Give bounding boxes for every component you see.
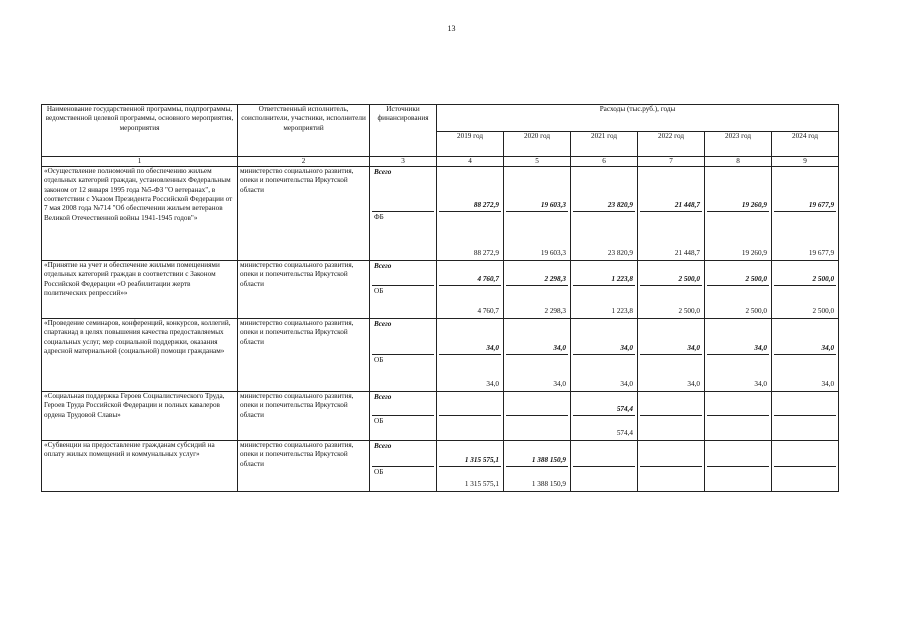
total-value: 34,0 bbox=[439, 319, 501, 355]
budget-value: 19 260,9 bbox=[741, 248, 767, 257]
total-value bbox=[439, 392, 501, 416]
budget-value bbox=[707, 416, 769, 439]
funding-source-cell bbox=[370, 167, 437, 261]
budget-value: 1 223,8 bbox=[611, 306, 633, 315]
header-year: 2021 год bbox=[571, 132, 638, 157]
total-value bbox=[640, 392, 702, 416]
budget-value bbox=[774, 467, 836, 490]
year-value-cell bbox=[638, 319, 705, 392]
budget-value: 34,0 bbox=[821, 379, 835, 388]
measure-name: «Осуществление полномочий по обеспечению жильем отдельных категорий граждан, установленных Федеральным законом от 12 января 1995 года №5-ФЗ "О ветеранах", в соответствии с Указом Президента Российской Федерации от 7 мая 2008 года №714 "Об обеспечении жильем ветеранов Великой Отечественной войны 1941-1945 годов"» bbox=[42, 167, 238, 261]
source-budget-label: ОБ bbox=[374, 468, 384, 476]
total-value: 19 603,3 bbox=[506, 167, 568, 212]
year-value-cell bbox=[705, 167, 772, 261]
total-value: 1 315 575,1 bbox=[439, 441, 501, 467]
budget-value: 2 500,0 bbox=[745, 306, 767, 315]
source-total-label: Всего bbox=[372, 319, 434, 355]
year-value-cell bbox=[772, 441, 839, 492]
header-year: 2022 год bbox=[638, 132, 705, 157]
year-value-cell bbox=[571, 319, 638, 392]
budget-value: 34,0 bbox=[754, 379, 767, 388]
total-value: 2 500,0 bbox=[707, 261, 769, 286]
total-value bbox=[640, 441, 702, 467]
column-number: 4 bbox=[437, 157, 504, 167]
year-value-cell bbox=[437, 441, 504, 492]
total-value: 34,0 bbox=[573, 319, 635, 355]
total-value bbox=[506, 392, 568, 416]
column-number: 6 bbox=[571, 157, 638, 167]
year-value-cell bbox=[638, 392, 705, 441]
budget-value: 23 820,9 bbox=[607, 248, 633, 257]
total-value: 1 388 150,9 bbox=[506, 441, 568, 467]
source-budget-label: ОБ bbox=[374, 356, 384, 364]
header-year: 2024 год bbox=[772, 132, 839, 157]
total-value bbox=[774, 441, 836, 467]
total-value: 34,0 bbox=[774, 319, 836, 355]
year-value-cell bbox=[772, 392, 839, 441]
year-value-cell bbox=[504, 167, 571, 261]
header-year: 2023 год bbox=[705, 132, 772, 157]
budget-value: 34,0 bbox=[687, 379, 700, 388]
source-budget-label: ОБ bbox=[374, 287, 384, 295]
budget-value: 2 500,0 bbox=[812, 306, 835, 315]
responsible-executor: министерство социального развития, опеки и попечительства Иркутской области bbox=[238, 319, 370, 392]
budget-value: 2 500,0 bbox=[678, 306, 700, 315]
page-number: 13 bbox=[447, 24, 456, 33]
column-number: 5 bbox=[504, 157, 571, 167]
header-name-column: Наименование государственной программы, подпрограммы, ведомственной целевой программы, основного мероприятия, мероприятия bbox=[42, 105, 238, 157]
table-row bbox=[42, 261, 839, 319]
budget-value: 34,0 bbox=[553, 379, 566, 388]
measure-name: «Проведение семинаров, конференций, конкурсов, коллегий, спартакиад в целях повышения качества предоставляемых социальных услуг, мер социальной поддержки, оказания адресной материальной (социальной) помощи гражданам» bbox=[42, 319, 238, 392]
responsible-executor: министерство социального развития, опеки и попечительства Иркутской области bbox=[238, 392, 370, 441]
year-value-cell bbox=[772, 167, 839, 261]
table-row bbox=[42, 392, 839, 441]
total-value: 34,0 bbox=[640, 319, 702, 355]
total-value: 23 820,9 bbox=[573, 167, 635, 212]
year-value-cell bbox=[772, 319, 839, 392]
column-number: 8 bbox=[705, 157, 772, 167]
source-total-label: Всего bbox=[372, 441, 434, 467]
header-year: 2019 год bbox=[437, 132, 504, 157]
column-number: 7 bbox=[638, 157, 705, 167]
measure-name: «Принятие на учет и обеспечение жилыми помещениями отдельных категорий граждан в соответствии с Законом Российской Федерации «О реабилитации жертв политических репрессий»» bbox=[42, 261, 238, 319]
header-expenses-group: Расходы (тыс.руб.), годы bbox=[437, 105, 839, 132]
budget-value: 34,0 bbox=[620, 379, 633, 388]
year-value-cell bbox=[571, 392, 638, 441]
budget-value bbox=[506, 416, 568, 439]
year-value-cell bbox=[638, 441, 705, 492]
measure-name: «Социальная поддержка Героев Социалистического Труда, Героев Труда Российской Федерации и полных кавалеров ордена Трудовой Славы» bbox=[42, 392, 238, 441]
year-value-cell bbox=[705, 441, 772, 492]
funding-source-cell bbox=[370, 392, 437, 441]
header-source-column: Источники финансирования bbox=[370, 105, 437, 157]
budget-value: 19 677,9 bbox=[808, 248, 835, 257]
total-value: 88 272,9 bbox=[439, 167, 501, 212]
budget-value bbox=[439, 416, 501, 439]
total-value bbox=[707, 392, 769, 416]
year-value-cell bbox=[437, 392, 504, 441]
year-value-cell bbox=[571, 261, 638, 319]
funding-source-cell bbox=[370, 441, 437, 492]
budget-value: 1 315 575,1 bbox=[464, 479, 499, 488]
total-value: 2 500,0 bbox=[640, 261, 702, 286]
budget-value bbox=[774, 416, 836, 439]
total-value: 34,0 bbox=[506, 319, 568, 355]
year-value-cell bbox=[571, 167, 638, 261]
column-number: 1 bbox=[42, 157, 238, 167]
year-value-cell bbox=[504, 319, 571, 392]
year-value-cell bbox=[705, 392, 772, 441]
year-value-cell bbox=[437, 319, 504, 392]
responsible-executor: министерство социального развития, опеки и попечительства Иркутской области bbox=[238, 261, 370, 319]
total-value bbox=[573, 441, 635, 467]
year-value-cell bbox=[504, 261, 571, 319]
budget-value: 1 388 150,9 bbox=[531, 479, 566, 488]
budget-value: 574,4 bbox=[616, 428, 633, 437]
budget-value bbox=[640, 467, 702, 490]
total-value: 574,4 bbox=[573, 392, 635, 416]
total-value bbox=[774, 392, 836, 416]
budget-value: 2 298,3 bbox=[544, 306, 566, 315]
year-value-cell bbox=[638, 167, 705, 261]
measure-name: «Субвенции на предоставление гражданам субсидий на оплату жилых помещений и коммунальных услуг» bbox=[42, 441, 238, 492]
column-number: 2 bbox=[238, 157, 370, 167]
year-value-cell bbox=[705, 261, 772, 319]
budget-value: 4 760,7 bbox=[477, 306, 499, 315]
source-budget-label: ОБ bbox=[374, 417, 384, 425]
funding-source-cell bbox=[370, 319, 437, 392]
total-value: 34,0 bbox=[707, 319, 769, 355]
year-value-cell bbox=[772, 261, 839, 319]
budget-value bbox=[707, 467, 769, 490]
year-value-cell bbox=[571, 441, 638, 492]
table-row bbox=[42, 319, 839, 392]
responsible-executor: министерство социального развития, опеки и попечительства Иркутской области bbox=[238, 167, 370, 261]
table-row bbox=[42, 167, 839, 261]
total-value: 19 677,9 bbox=[774, 167, 836, 212]
year-value-cell bbox=[504, 392, 571, 441]
budget-value bbox=[573, 467, 635, 490]
column-number: 9 bbox=[772, 157, 839, 167]
total-value: 2 298,3 bbox=[506, 261, 568, 286]
header-executor-column: Ответственный исполнитель, соисполнители, участники, исполнители мероприятий bbox=[238, 105, 370, 157]
budget-value: 21 448,7 bbox=[674, 248, 700, 257]
year-value-cell bbox=[705, 319, 772, 392]
year-value-cell bbox=[437, 167, 504, 261]
budget-value: 19 603,3 bbox=[540, 248, 566, 257]
budget-value bbox=[640, 416, 702, 439]
total-value: 2 500,0 bbox=[774, 261, 836, 286]
total-value: 21 448,7 bbox=[640, 167, 702, 212]
budget-value: 34,0 bbox=[486, 379, 499, 388]
funding-source-cell bbox=[370, 261, 437, 319]
total-value: 19 260,9 bbox=[707, 167, 769, 212]
header-year: 2020 год bbox=[504, 132, 571, 157]
budget-table bbox=[41, 104, 839, 492]
total-value: 4 760,7 bbox=[439, 261, 501, 286]
source-budget-label: ФБ bbox=[374, 213, 384, 221]
table-row bbox=[42, 441, 839, 492]
source-total-label: Всего bbox=[372, 392, 434, 416]
budget-value: 88 272,9 bbox=[473, 248, 499, 257]
source-total-label: Всего bbox=[372, 261, 434, 286]
year-value-cell bbox=[638, 261, 705, 319]
total-value bbox=[707, 441, 769, 467]
year-value-cell bbox=[504, 441, 571, 492]
year-value-cell bbox=[437, 261, 504, 319]
total-value: 1 223,8 bbox=[573, 261, 635, 286]
responsible-executor: министерство социального развития, опеки и попечительства Иркутской области bbox=[238, 441, 370, 492]
column-number: 3 bbox=[370, 157, 437, 167]
source-total-label: Всего bbox=[372, 167, 434, 212]
